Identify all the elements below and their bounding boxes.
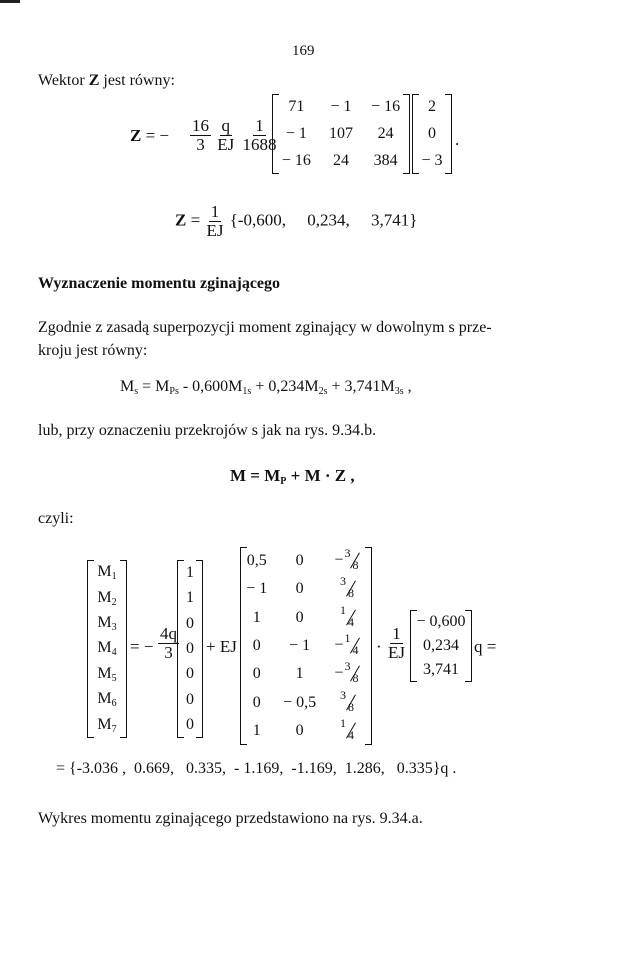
czyli-label: czyli: <box>38 510 74 527</box>
matrix-cell: − 1 <box>246 580 268 598</box>
matrix-row <box>410 634 472 658</box>
m-entry: $M_7$ <box>97 715 117 735</box>
matrix-cell: 0 <box>186 665 194 683</box>
matrix-cell: 0 <box>295 721 304 739</box>
matrix-cell: 0 <box>428 124 436 142</box>
matrix-cell: 2 <box>428 98 436 116</box>
matrix-row <box>410 658 472 682</box>
slashed-fraction: 1 4 <box>339 602 354 629</box>
matrix-row <box>87 636 127 661</box>
matrix-cell: 0 <box>186 716 194 734</box>
final-line: Wykres momentu zginającego przedstawiono na rys. 9.34.a. <box>38 810 423 827</box>
matrix-row <box>240 604 372 632</box>
matrix-cell: 1 <box>186 589 194 607</box>
matrix-row <box>272 147 410 174</box>
para1-line2: kroju jest równy: <box>38 342 148 359</box>
matrix-cell: 71 <box>288 98 305 116</box>
matrix-cell: 1 <box>252 608 261 626</box>
matrix-row <box>87 713 127 738</box>
matrix-row <box>412 94 452 121</box>
eq1-frac-1-1688: $\frac{1}{1688}$ <box>242 116 277 154</box>
matrix-cell: 1 <box>252 721 261 739</box>
matrix-cell: − 1 <box>285 124 307 142</box>
matrix-cell: 0 <box>186 639 194 657</box>
matrix-row <box>87 560 127 585</box>
eq1-lhs <box>130 126 169 146</box>
slashed-fraction: 1 4 <box>339 715 354 742</box>
matrix-row <box>240 660 372 688</box>
matrix-cell: 3,741 <box>423 661 459 678</box>
page-number: 169 <box>292 43 315 59</box>
matrix-cell: 0,5 <box>246 552 267 570</box>
eq1-period: . <box>455 130 460 149</box>
slashed-fraction: 3 8 <box>344 659 359 686</box>
eq5-unit-vector <box>177 560 203 738</box>
matrix-row <box>272 94 410 121</box>
matrix-cell: − 3 8 <box>326 660 372 688</box>
eq5-coef: $\frac{4q}{3}$ <box>160 624 177 662</box>
eq1-sign: = − <box>145 126 170 145</box>
matrix-cell: 0 <box>252 693 261 711</box>
eq4-matrix-formula: $M = M_P + M \cdot Z$ , <box>230 466 355 487</box>
matrix-row <box>87 662 127 687</box>
matrix-cell: 0 <box>295 608 304 626</box>
m-entry: $M_6$ <box>97 690 117 710</box>
matrix-row <box>240 717 372 745</box>
page-corner-mark <box>0 0 20 3</box>
section-heading: Wyznaczenie momentu zginającego <box>38 275 281 292</box>
m-entry: $M_3$ <box>97 614 117 634</box>
intro-rest: jest równy: <box>103 72 175 89</box>
m-entry: $M_2$ <box>97 588 117 608</box>
eq2-eq: = <box>190 210 201 230</box>
matrix-cell: 0 <box>295 580 304 598</box>
slashed-fraction: 3 8 <box>339 687 354 714</box>
eq2-frac: $\frac{1}{EJ}$ <box>206 202 224 240</box>
matrix-cell: 0 <box>252 665 261 683</box>
matrix-row <box>87 585 127 610</box>
matrix-row <box>177 585 203 610</box>
result-line: = {-3.036 , 0.669, 0.335, - 1.169, -1.169, 1.286, 0.335}q . <box>56 760 457 777</box>
intro-line <box>38 72 175 90</box>
matrix-cell: 0 <box>295 552 304 570</box>
matrix-row <box>240 575 372 603</box>
eq2 <box>175 203 417 240</box>
matrix-row <box>177 560 203 585</box>
matrix-row <box>177 687 203 712</box>
matrix-cell: 0 <box>186 614 194 632</box>
eq5-tail: q = <box>474 637 497 656</box>
matrix-row <box>240 688 372 716</box>
matrix-cell: − 3 8 <box>326 547 372 575</box>
eq5-z-vector <box>410 610 472 682</box>
eq2-values: {-0,600, 0,234, 3,741} <box>229 210 418 230</box>
eq1-matrix <box>272 94 410 174</box>
m-entry: $M_5$ <box>97 664 117 684</box>
eq5-dot: · <box>376 637 382 656</box>
matrix-cell: 0 <box>186 690 194 708</box>
eq5-eq-sign: = − <box>130 637 154 656</box>
eq5-m-vector <box>87 560 127 738</box>
para1-line1: Zgodnie z zasadą superpozycji moment zginający w dowolnym s prze- <box>38 319 492 336</box>
eq1-z: Z <box>130 126 142 145</box>
eq5-big-matrix <box>240 547 372 745</box>
matrix-row <box>412 121 452 148</box>
matrix-cell: − 0,5 <box>283 693 317 711</box>
matrix-cell: 24 <box>377 124 394 142</box>
matrix-cell: − 16 <box>281 151 311 169</box>
matrix-row <box>177 636 203 661</box>
eq5-plus-ej: + EJ <box>206 637 237 656</box>
matrix-cell: 24 <box>332 151 349 169</box>
matrix-cell: 1 <box>186 563 194 581</box>
matrix-cell: 0,234 <box>423 637 459 654</box>
matrix-cell: − 0,600 <box>416 613 466 630</box>
matrix-row <box>177 611 203 636</box>
matrix-cell <box>326 575 372 603</box>
intro-bold-z: Z <box>88 72 100 89</box>
matrix-cell: 1 <box>295 665 304 683</box>
para2: lub, przy oznaczeniu przekrojów s jak na rys. 9.34.b. <box>38 422 377 439</box>
intro-text: Wektor <box>38 72 85 89</box>
eq1-vector <box>412 94 452 174</box>
matrix-row <box>240 547 372 575</box>
eq1-fractions <box>190 117 279 154</box>
eq5-frac-1-ej: $\frac{1}{EJ}$ <box>388 624 405 662</box>
matrix-cell: 384 <box>373 151 398 169</box>
matrix-row <box>412 147 452 174</box>
matrix-cell: 0 <box>252 636 261 654</box>
matrix-row <box>87 611 127 636</box>
matrix-cell: 107 <box>328 124 353 142</box>
matrix-row <box>177 662 203 687</box>
matrix-row <box>410 610 472 634</box>
matrix-row <box>177 713 203 738</box>
matrix-row <box>87 687 127 712</box>
eq1-frac-q-ej: $\frac{q}{EJ}$ <box>217 116 235 154</box>
matrix-cell: − 3 <box>421 151 443 169</box>
eq1-frac-16-3: $\frac{16}{3}$ <box>192 116 209 154</box>
matrix-cell: − 1 <box>330 98 352 116</box>
matrix-cell <box>326 717 372 745</box>
eq2-z: Z <box>175 210 187 230</box>
slashed-fraction: 3 8 <box>344 546 359 573</box>
matrix-cell <box>326 688 372 716</box>
matrix-cell: − 1 <box>289 636 311 654</box>
eq3-superposition: $M_s = M_{Ps} - 0,600M_{1s} + 0,234M_{2s} + 3,741M_{3s}$ , <box>120 378 412 397</box>
slashed-fraction: 1 4 <box>344 630 359 657</box>
matrix-cell <box>326 604 372 632</box>
m-entry: $M_1$ <box>97 563 117 583</box>
slashed-fraction: 3 8 <box>339 574 354 601</box>
matrix-cell: − 1 4 <box>326 632 372 660</box>
matrix-row <box>272 121 410 148</box>
matrix-row <box>240 632 372 660</box>
m-entry: $M_4$ <box>97 639 117 659</box>
matrix-cell: − 16 <box>371 98 401 116</box>
